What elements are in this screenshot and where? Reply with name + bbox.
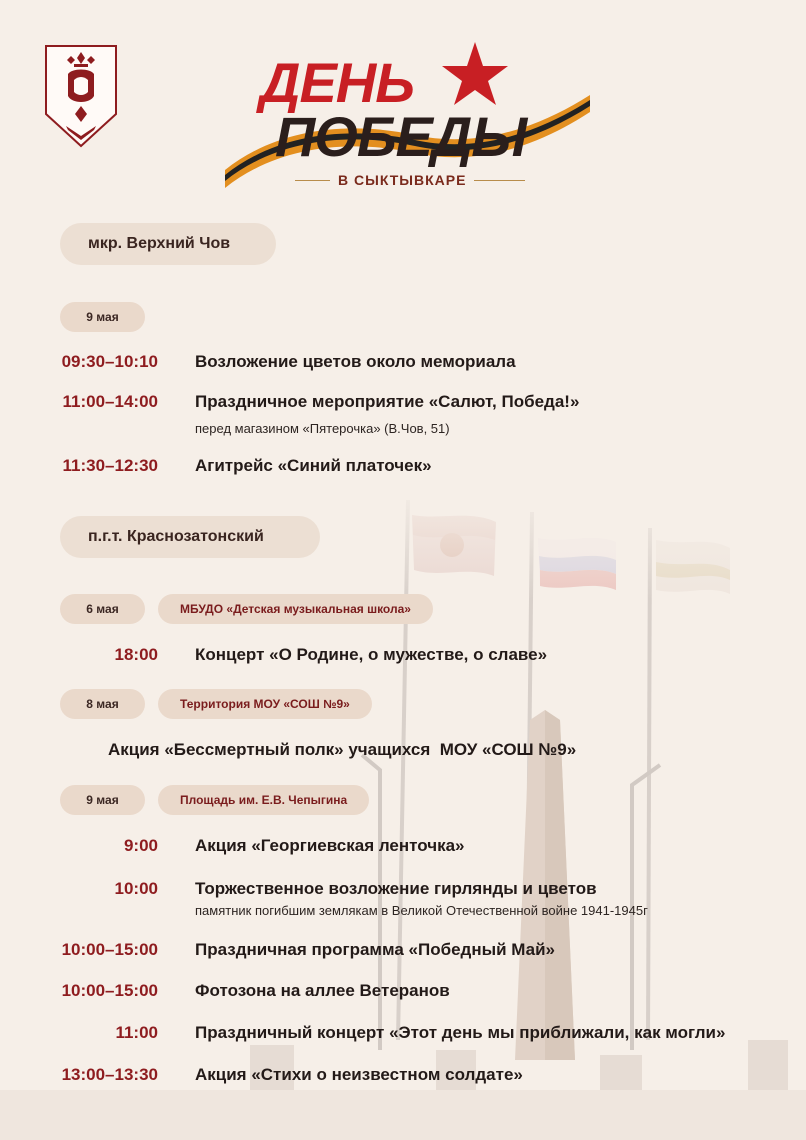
event-title: Концерт «О Родине, о мужестве, о славе» — [195, 645, 548, 664]
event-time: 11:30–12:30 — [62, 456, 158, 475]
location-pill: мкр. Верхний Чов — [60, 223, 276, 265]
venue-pill: Площадь им. Е.В. Чепыгина — [158, 785, 369, 815]
event-time: 10:00 — [114, 879, 158, 898]
event-subtitle: памятник погибшим землякам в Великой Отечественной войне 1941-1945г — [195, 903, 648, 918]
event-time: 13:00–13:30 — [61, 1065, 158, 1084]
event-time: 10:00–15:00 — [61, 981, 158, 1000]
event-title: Праздничное мероприятие «Салют, Победа!» — [195, 392, 580, 411]
victory-day-logo — [215, 20, 595, 200]
venue-pill: Территория МОУ «СОШ №9» — [158, 689, 372, 719]
event-title: Акция «Бессмертный полк» учащихся МОУ «СОШ №9» — [108, 740, 577, 759]
event-time: 11:00 — [115, 1023, 158, 1042]
event-title: Агитрейс «Синий платочек» — [195, 456, 432, 475]
location-pill: п.г.т. Краснозатонский — [60, 516, 320, 558]
event-title: Акция «Георгиевская ленточка» — [195, 836, 465, 855]
venue-pill: МБУДО «Детская музыкальная школа» — [158, 594, 433, 624]
date-pill: 8 мая — [60, 689, 145, 719]
event-title: Возложение цветов около мемориала — [195, 352, 516, 371]
city-crest-icon — [44, 44, 118, 148]
date-pill: 9 мая — [60, 302, 145, 332]
event-time: 9:00 — [123, 836, 158, 855]
logo-line-2: ПОБЕДЫ — [275, 105, 527, 168]
event-time: 09:30–10:10 — [61, 352, 158, 371]
event-title: Фотозона на аллее Ветеранов — [195, 981, 450, 1000]
event-time: 10:00–15:00 — [61, 940, 158, 959]
logo-subtitle: В СЫКТЫВКАРЕ — [330, 172, 474, 188]
event-subtitle: перед магазином «Пятерочка» (В.Чов, 51) — [195, 421, 450, 436]
date-pill: 9 мая — [60, 785, 145, 815]
event-title: Праздничная программа «Победный Май» — [195, 940, 556, 959]
event-title: Торжественное возложение гирлянды и цветов — [195, 879, 597, 898]
date-pill: 6 мая — [60, 594, 145, 624]
event-title: Праздничный концерт «Этот день мы приближали, как могли» — [195, 1023, 726, 1042]
event-time: 18:00 — [114, 645, 158, 664]
event-title: Акция «Стихи о неизвестном солдате» — [195, 1065, 523, 1084]
logo-line-1: ДЕНЬ — [260, 51, 414, 114]
event-time: 11:00–14:00 — [62, 392, 158, 411]
